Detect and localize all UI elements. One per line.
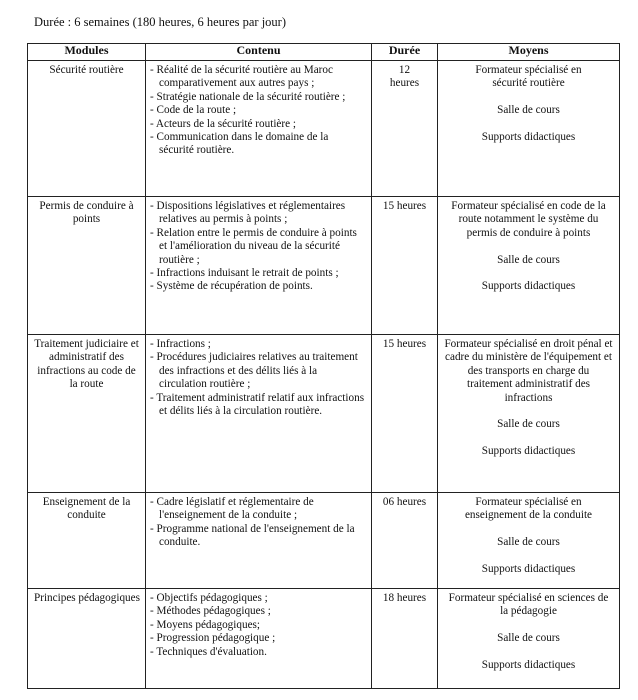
module-duration: 12 heures: [372, 61, 438, 197]
module-content: [146, 335, 372, 493]
content-item: - Réalité de la sécurité routière au Maroc comparativement aux autres pays ;: [150, 64, 365, 91]
header-means: Moyens: [438, 44, 620, 61]
content-item: - Traitement administratif relatif aux infractions et délits liés à la circulation routière.: [150, 392, 365, 419]
content-item: - Méthodes pédagogiques ;: [150, 605, 365, 618]
module-name: Sécurité routière: [28, 61, 146, 197]
content-item: - Progression pédagogique ;: [150, 632, 365, 645]
content-item: - Infractions induisant le retrait de points ;: [150, 267, 365, 280]
module-content: [146, 197, 372, 335]
means-materials: Supports didactiques: [481, 131, 576, 143]
module-name: Enseignement de la conduite: [28, 493, 146, 589]
content-item: - Dispositions législatives et réglementaires relatives au permis à points ;: [150, 200, 365, 227]
content-item: - Infractions ;: [150, 338, 365, 351]
table-row: [28, 197, 620, 335]
duration-heading: Durée : 6 semaines (180 heures, 6 heures par jour): [34, 15, 286, 29]
means-room: Salle de cours: [497, 632, 560, 645]
content-item: - Moyens pédagogiques;: [150, 619, 365, 632]
module-means: [438, 589, 620, 689]
module-content: [146, 61, 372, 197]
means-trainer: Formateur spécialisé en droit pénal et cadre du ministère de l'équipement et des transports en charge du traitement administratif des infractions: [444, 338, 613, 404]
header-duration: Durée: [372, 44, 438, 61]
means-trainer: Formateur spécialisé en enseignement de la conduite: [464, 496, 593, 522]
module-duration: 15 heures: [372, 335, 438, 493]
means-materials: Supports didactiques: [481, 445, 576, 458]
means-trainer: Formateur spécialisé en sciences de la pédagogie: [448, 592, 609, 618]
header-content: Contenu: [146, 44, 372, 61]
content-item: - Programme national de l'enseignement de la conduite.: [150, 523, 365, 550]
module-content: [146, 589, 372, 689]
module-means: [438, 61, 620, 197]
means-materials: Supports didactiques: [481, 659, 576, 671]
content-item: - Système de récupération de points.: [150, 280, 365, 293]
table-row: [28, 335, 620, 493]
module-means: [438, 197, 620, 335]
means-room: Salle de cours: [497, 104, 560, 117]
table-header-row: [28, 44, 620, 61]
module-content: [146, 493, 372, 589]
content-item: - Communication dans le domaine de la sécurité routière.: [150, 131, 365, 158]
content-item: - Objectifs pédagogiques ;: [150, 592, 365, 605]
content-item: - Procédures judiciaires relatives au traitement des infractions et des délits liés à la circulation routière ;: [150, 351, 365, 391]
module-means: [438, 335, 620, 493]
module-duration: 15 heures: [372, 197, 438, 335]
means-trainer: Formateur spécialisé en code de la route notamment le système du permis de conduire à points: [451, 200, 606, 239]
training-modules-table: [27, 43, 620, 689]
content-item: - Stratégie nationale de la sécurité routière ;: [150, 91, 365, 104]
means-materials: Supports didactiques: [481, 280, 576, 293]
module-name: Permis de conduire à points: [28, 197, 146, 335]
module-duration: 06 heures: [372, 493, 438, 589]
means-materials: Supports didactiques: [481, 563, 576, 575]
content-item: - Acteurs de la sécurité routière ;: [150, 118, 365, 131]
header-modules: Modules: [28, 44, 146, 61]
table-row: [28, 61, 620, 197]
content-item: - Relation entre le permis de conduire à points et l'amélioration du niveau de la sécurité routière ;: [150, 227, 365, 267]
module-means: [438, 493, 620, 589]
means-room: Salle de cours: [497, 253, 560, 266]
table-row: [28, 493, 620, 589]
module-duration: 18 heures: [372, 589, 438, 689]
means-trainer: Formateur spécialisé en sécurité routière: [475, 64, 582, 90]
content-item: - Code de la route ;: [150, 104, 365, 117]
content-item: - Techniques d'évaluation.: [150, 646, 365, 659]
content-item: - Cadre législatif et réglementaire de l'enseignement de la conduite ;: [150, 496, 365, 523]
means-room: Salle de cours: [497, 418, 560, 431]
table-row: [28, 589, 620, 689]
module-name: Traitement judiciaire et administratif des infractions au code de la route: [28, 335, 146, 493]
module-name: Principes pédagogiques: [28, 589, 146, 689]
means-room: Salle de cours: [497, 536, 560, 549]
